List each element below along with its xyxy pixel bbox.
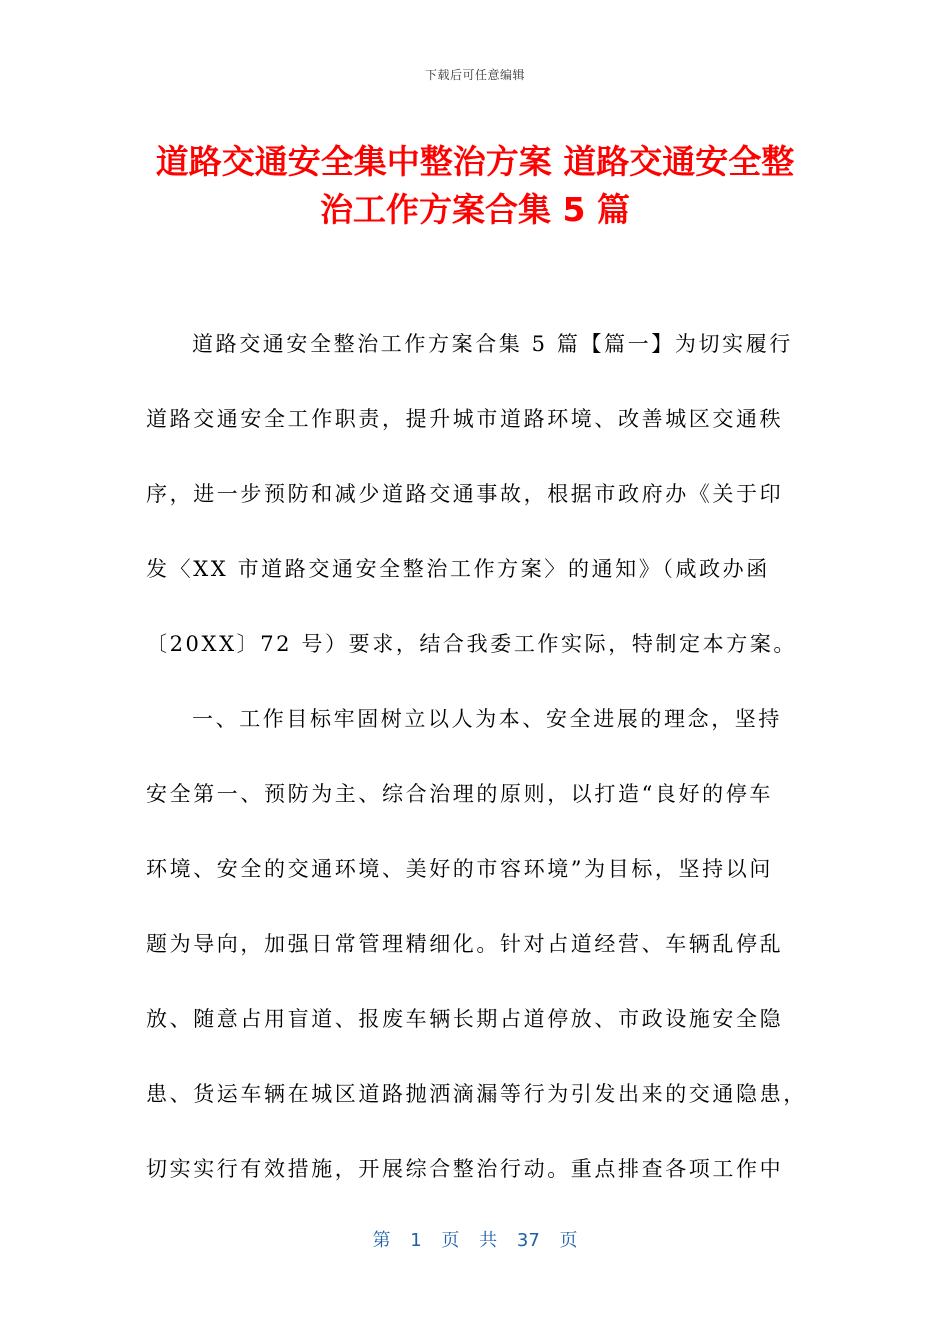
title-line-2: 治工作方案合集 5 篇 (320, 190, 630, 229)
footer-current-page: 1 (410, 1230, 422, 1251)
footer-total-pages: 37 (516, 1230, 540, 1251)
text-line: 环境、安全的交通环境、美好的市容环境”为目标，坚持以问 (146, 857, 773, 881)
text-line: 〔20XX〕72 号）要求，结合我委工作实际，特制定本方案。 (146, 632, 798, 656)
document-body (146, 320, 806, 1220)
text-line: 一、工作目标牢固树立以人为本、安全进展的理念，坚持 (192, 707, 782, 731)
text-line: 道路交通安全整治工作方案合集 5 篇【篇一】为切实履行 (192, 332, 793, 356)
header-note: 下载后可任意编辑 (424, 68, 525, 82)
text-line: 切实实行有效措施，开展综合整治行动。重点排查各项工作中 (146, 1157, 784, 1181)
text-line: 患、货运车辆在城区道路抛洒滴漏等行为引发出来的交通隐患， (146, 1082, 807, 1106)
text-line: 序，进一步预防和减少道路交通事故，根据市政府办《关于印 (146, 482, 784, 506)
text-line: 道路交通安全工作职责，提升城市道路环境、改善城区交通秩 (146, 407, 784, 431)
page-footer (0, 1226, 950, 1252)
footer-middle: 页 共 (441, 1230, 498, 1251)
footer-prefix: 第 (372, 1230, 391, 1251)
title-line-1: 道路交通安全集中整治方案 道路交通安全整 (155, 142, 795, 181)
text-line: 发〈XX 市道路交通安全整治工作方案〉的通知》（咸政办函 (146, 557, 770, 581)
footer-suffix: 页 (559, 1230, 578, 1251)
text-line: 放、随意占用盲道、报废车辆长期占道停放、市政设施安全隐 (146, 1007, 784, 1031)
document-title (100, 138, 850, 234)
text-line: 题为导向，加强日常管理精细化。针对占道经营、车辆乱停乱 (146, 932, 784, 956)
text-line: 安全第一、预防为主、综合治理的原则，以打造“良好的停车 (146, 782, 773, 806)
